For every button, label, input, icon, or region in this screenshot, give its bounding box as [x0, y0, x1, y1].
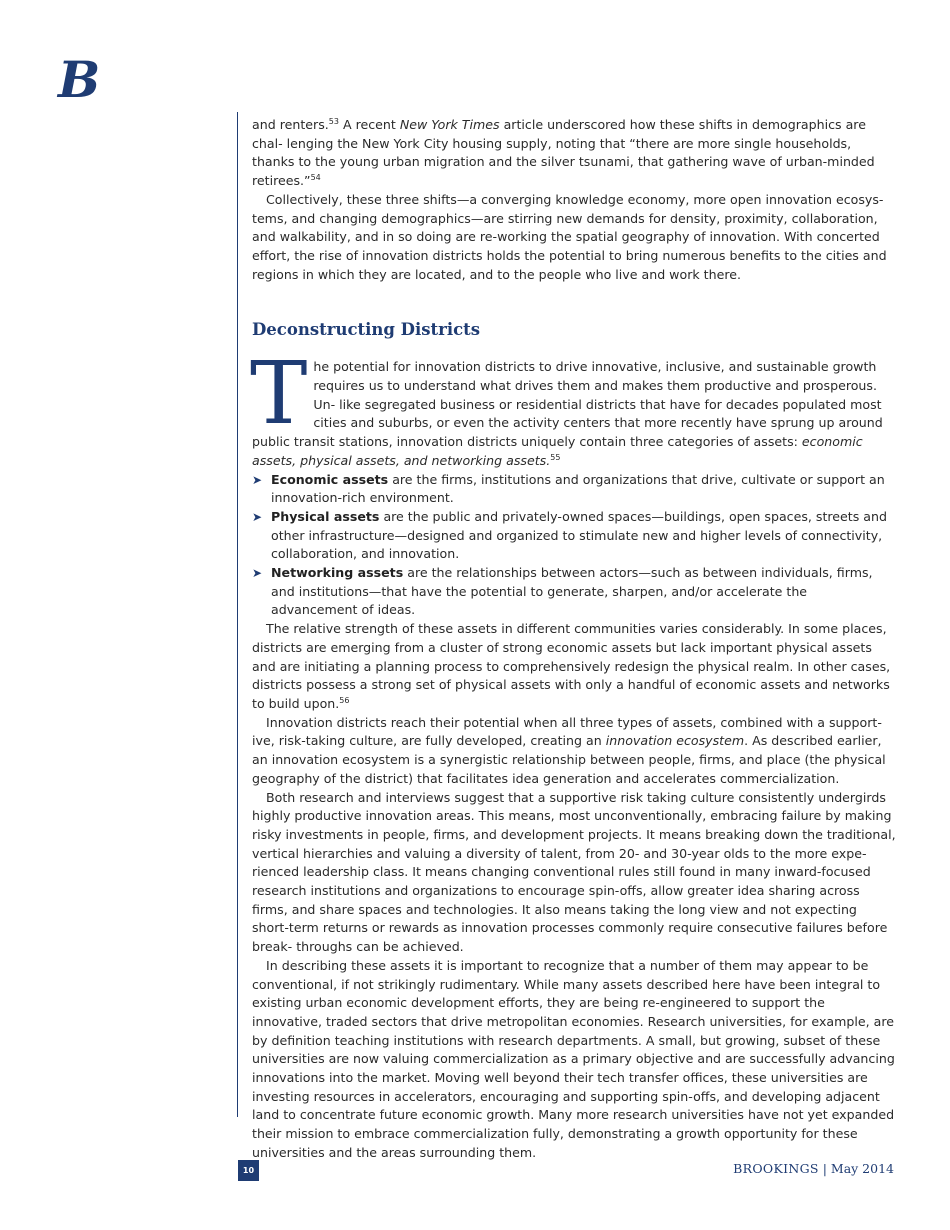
section-heading: Deconstructing Districts	[252, 320, 481, 340]
arrow-bullet-icon: ➤	[252, 509, 263, 524]
arrow-bullet-icon: ➤	[252, 566, 263, 581]
footer-date: May 2014	[830, 1161, 894, 1176]
lead-paragraph: The potential for innovation districts to drive innovative, inclusive, and sustainable growth requires us to understand what drives them and makes them productive and prosperous. Un- like segregated business or residential districts that have for decades populated most cities and suburbs, or even the activity centers that more recently have sprung up around public transit stations, innovation districts uniquely contain three categories of assets: economic assets, physical assets, and networking assets.$^{55}$	[250, 344, 883, 468]
ecosystem-paragraph: Innovation districts reach their potential when all three types of assets, combined with a support- ive, risk-taking culture, are fully developed, creating an innovation ecosystem. As described earlier, an innovation ecosystem is a synergistic relationship between people, firms, and place (the physical geography of the district) that facilitates idea generation and accelerates commercialization.	[252, 714, 886, 786]
footnote-ref: 56	[339, 695, 350, 705]
list-item: ➤ Networking assets are the relationships between actors—such as between individuals, firms, and institutions—that have the potential to generate, sharpen, and/or accelerate the advancement of ideas.	[252, 565, 873, 618]
footnote-ref: 54	[310, 173, 321, 183]
footnote-ref: 55	[550, 452, 561, 462]
research-paragraph: Both research and interviews suggest that a supportive risk taking culture consistently undergirds highly productive innovation areas. This means, most unconventionally, embracing failure by making risky investments in people, firms, and development projects. It means breaking down the traditional, vertical hierarchies and valuing a diversity of talent, from 20- and 30-year olds to the more expe- rienced leadership class. It means changing conventional rules still found in many inward-focused research institutions and organizations to encourage spin-offs, allow greater idea sharing across firms, and share spaces and technologies. It also means taking the long view and not expecting short-term returns or rewards as innovation processes commonly require consecutive failures before break- throughs can be achieved.	[252, 789, 896, 955]
list-item: ➤ Economic assets are the firms, institutions and organizations that drive, cultivate or support an innovation-rich environment.	[252, 471, 885, 506]
asset-list	[252, 471, 897, 621]
strength-paragraph: The relative strength of these assets in different communities varies considerably. In some places, districts are emerging from a cluster of strong economic assets but lack important physical assets and are initiating a planning process to comprehensively redesign the physical realm. In other cases, districts possess a strong set of physical assets with only a handful of economic assets and networks to build upon.$^{56}$	[252, 621, 891, 711]
brookings-logo: B	[58, 50, 101, 109]
describing-paragraph: In describing these assets it is important to recognize that a number of them may appear to be conventional, if not strikingly rudimentary. While many assets described here have been integral to existing urban economic development efforts, they are being re-engineered to support the innovative, traded sectors that drive metropolitan economies. Research universities, for example, are by definition teaching institutions with research departments. A small, but growing, subset of these universities are now valuing commercialization as a primary objective and are successfully advancing innovations into the market. Moving well beyond their tech transfer offices, these universities are investing resources in accelerators, encouraging and supporting spin-offs, and developing adjacent land to concentrate future economic growth. Many more research universities have not yet expanded their mission to embrace commercialization fully, demonstrating a growth opportunity for these universities and the areas surrounding them.	[252, 957, 895, 1160]
column-rule	[237, 112, 238, 1117]
intro-paragraph-2: Collectively, these three shifts—a converging knowledge economy, more open innovation ecosys- tems, and changing demographics—are stirring new demands for density, proximity, collaboration, and walkability, and in so doing are re-working the spatial geography of innovation. With concerted effort, the rise of innovation districts holds the potential to bring numerous benefits to the cities and regions in which they are located, and to the people who live and work there.	[252, 191, 887, 282]
arrow-bullet-icon: ➤	[252, 472, 263, 487]
footnote-ref: 53	[328, 117, 339, 126]
page-number: 10	[238, 1160, 259, 1181]
intro-paragraph-1: and renters.$^{53}$ A recent New York Times article underscored how these shifts in demographics are chal- lenging the New York City housing supply, noting that “there are more single households, thanks to the young urban migration and the silver tsunami, that gathering wave of urban-minded retirees.”$^{54}$	[252, 117, 875, 189]
footer-credit: BROOKINGS | May 2014	[733, 1161, 894, 1176]
drop-cap: T	[250, 344, 308, 445]
list-item: ➤ Physical assets are the public and privately-owned spaces—buildings, open spaces, streets and other infrastructure—designed and organized to stimulate new and higher levels of connectivity, collaboration, and innovation.	[252, 508, 887, 562]
body-column	[252, 116, 897, 1163]
footer-brand: BROOKINGS	[733, 1161, 819, 1176]
